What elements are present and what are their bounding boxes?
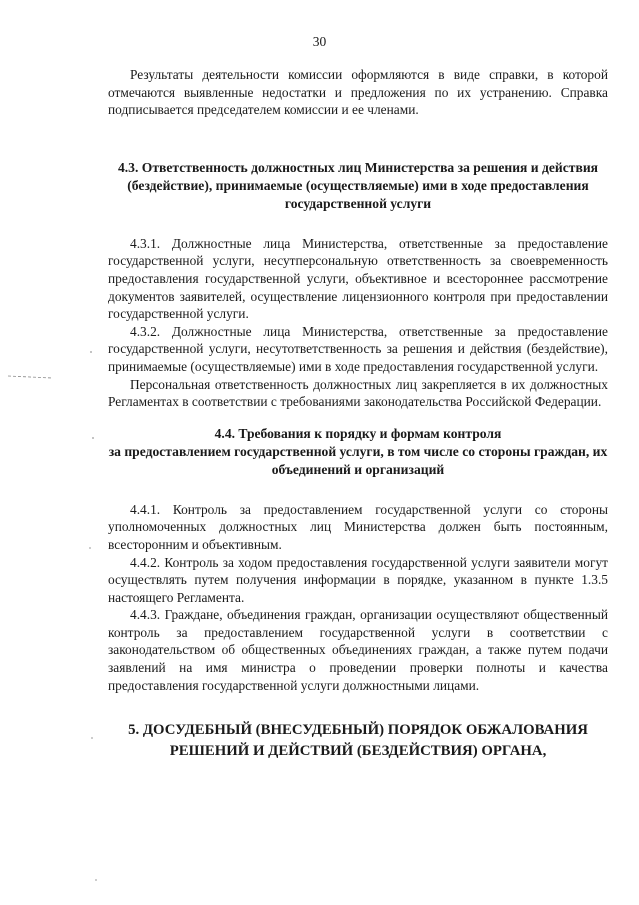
paragraph-personal-responsibility: Персональная ответственность должностных лиц закрепляется в их должностных Регламентах в соответствии с требованиями законодательства Российской Федерации. (108, 376, 608, 410)
section-4-4-heading-line-2: за предоставлением государственной услуги, в том числе со стороны граждан, их объединений и организаций (108, 443, 608, 477)
scan-speck (91, 737, 93, 739)
document-body (108, 66, 608, 762)
paragraph-4-4-1: 4.4.1. Контроль за предоставлением государственной услуги со стороны уполномоченных должностных лиц Министерства должен быть постоянным, всесторонним и объективным. (108, 501, 608, 552)
section-4-4-heading (108, 425, 608, 479)
section-4-4-heading-line-1: 4.4. Требования к порядку и формам контроля (214, 425, 502, 441)
section-5-heading-line-1: 5. ДОСУДЕБНЫЙ (ВНЕСУДЕБНЫЙ) ПОРЯДОК ОБЖАЛОВАНИЯ (128, 722, 588, 739)
section-4-3-heading: 4.3. Ответственность должностных лиц Министерства за решения и действия (бездействие), принимаемые (осуществляемые) ими в ходе предоставления государственной услуги (117, 159, 599, 211)
scan-speck (90, 351, 92, 353)
page-number: 30 (312, 34, 327, 49)
intro-paragraph: Результаты деятельности комиссии оформляются в виде справки, в которой отмечаются выявленные недостатки и предложения по их устранению. Справка подписывается председателем комиссии и ее членами. (108, 67, 608, 118)
scan-speck (89, 547, 91, 549)
paragraph-4-4-3: 4.4.3. Граждане, объединения граждан, организации осуществляют общественный контроль за предоставлением государственной услуги в соответствии с законодательством об общественных объединениях граждан, а также путем подачи заявлений на имя министра о проведении проверки полноты и качества предоставления государственной услуги должностными лицами. (108, 607, 608, 693)
section-5-heading-line-2: РЕШЕНИЙ И ДЕЙСТВИЙ (БЕЗДЕЙСТВИЯ) ОРГАНА, (169, 743, 547, 760)
margin-mark (8, 376, 52, 378)
paragraph-4-3-1: 4.3.1. Должностные лица Министерства, ответственные за предоставление государственной услуги, несутперсональную ответственность за своевременность предоставления государственной услуги, объективное и всестороннее рассмотрение документов заявителей, осуществление лицензионного контроля при предоставлении государственной услуги. (108, 235, 608, 322)
scan-speck (92, 437, 94, 439)
scan-speck (95, 879, 97, 881)
paragraph-4-4-2: 4.4.2. Контроль за ходом предоставления государственной услуги заявители могут осуществлять путем получения информации в порядке, указанном в пункте 1.3.5 настоящего Регламента. (108, 554, 608, 605)
paragraph-4-3-2: 4.3.2. Должностные лица Министерства, ответственные за предоставление государственной услуги, несутответственность за решения и действия (бездействие), принимаемые (осуществляемые) ими в ходе предоставления государственной услуги. (108, 323, 608, 374)
section-5-heading (108, 720, 608, 762)
